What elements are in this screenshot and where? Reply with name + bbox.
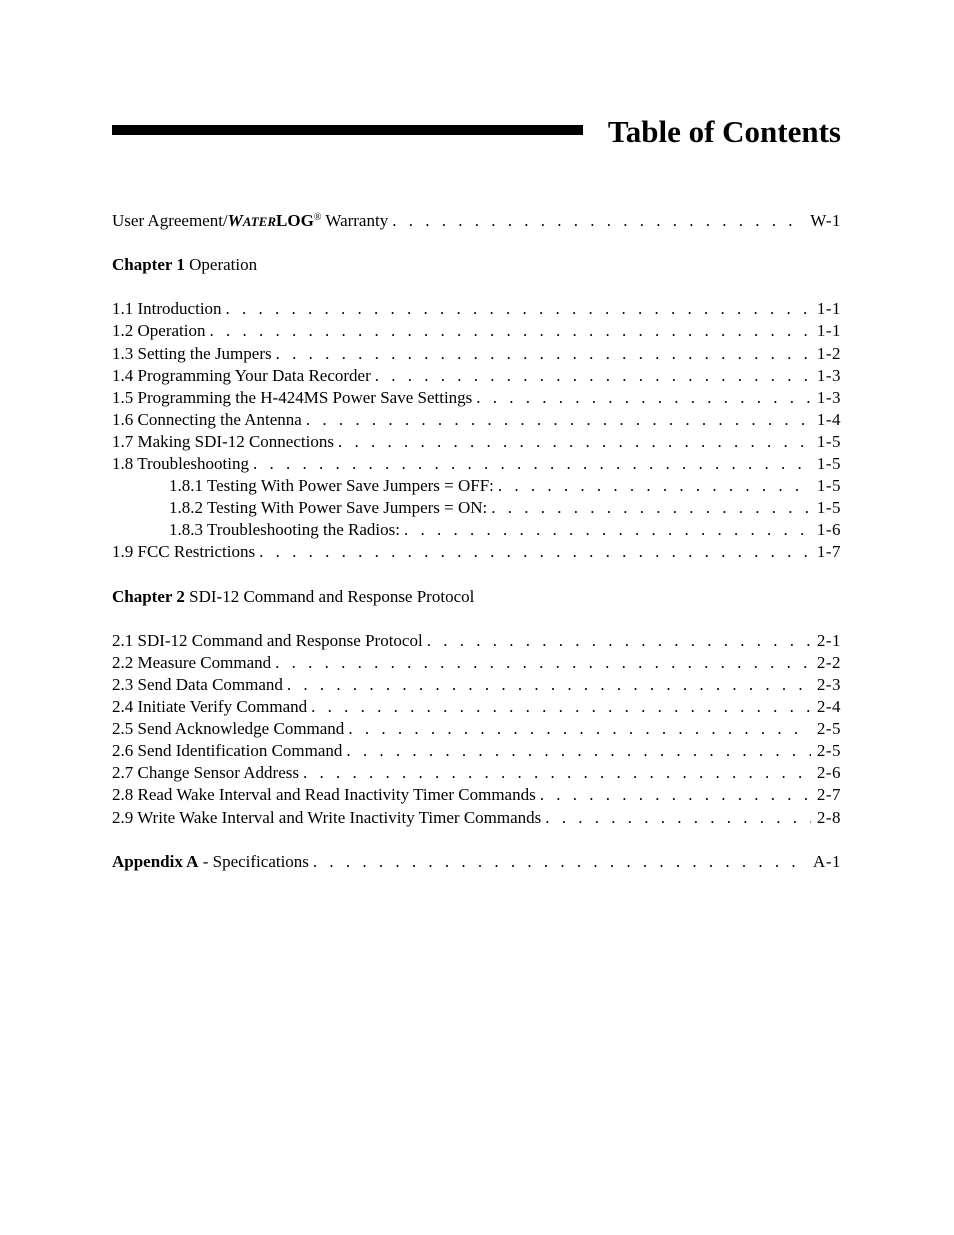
toc-entry[interactable] — [112, 409, 841, 431]
toc-entry[interactable] — [112, 718, 841, 740]
toc-entry[interactable] — [112, 320, 841, 342]
toc-page-number: 2-1 — [816, 630, 841, 650]
table-of-contents — [112, 210, 841, 873]
dot-leader — [498, 475, 811, 497]
chapter-1-entries — [112, 298, 841, 563]
toc-entry-label: 2.7 Change Sensor Address — [112, 763, 299, 783]
chapter-2-entries — [112, 630, 841, 829]
dot-leader — [346, 740, 810, 762]
toc-page-number: 2-8 — [816, 807, 841, 827]
toc-entry-label: 1.1 Introduction — [112, 299, 222, 319]
toc-entry[interactable] — [112, 696, 841, 718]
toc-entry-label: 2.2 Measure Command — [112, 652, 272, 672]
dot-leader — [276, 343, 811, 365]
toc-page-number: 2-7 — [816, 785, 841, 805]
dot-leader — [375, 365, 811, 387]
toc-entry-label: 2.6 Send Identification Command — [112, 741, 343, 761]
dot-leader — [287, 674, 811, 696]
toc-entry-label: 1.8.1 Testing With Power Save Jumpers = OFF: — [169, 476, 494, 496]
toc-page-number: 2-3 — [816, 674, 841, 694]
toc-entry-warranty[interactable] — [112, 210, 841, 232]
dot-leader — [476, 387, 811, 409]
toc-entry[interactable] — [112, 630, 841, 652]
toc-entry-label: Appendix A - Specifications — [112, 851, 309, 871]
dot-leader — [226, 298, 811, 320]
toc-entry[interactable] — [112, 762, 841, 784]
toc-entry-appendix-a[interactable] — [112, 851, 841, 873]
toc-entry-label: 2.8 Read Wake Interval and Read Inactivity Timer Commands — [112, 785, 536, 805]
toc-page-number: 1-5 — [816, 476, 841, 496]
dot-leader — [392, 210, 804, 232]
dot-leader — [303, 762, 811, 784]
page-title: Table of Contents — [607, 114, 841, 149]
toc-entry-label: 1.4 Programming Your Data Recorder — [112, 365, 371, 385]
toc-page-number: 2-4 — [816, 697, 841, 717]
chapter-2-heading: Chapter 2 SDI-12 Command and Response Protocol — [112, 586, 475, 606]
toc-page-number: 1-3 — [816, 387, 841, 407]
toc-entry-label: 2.9 Write Wake Interval and Write Inactivity Timer Commands — [112, 807, 542, 827]
toc-entry[interactable] — [112, 343, 841, 365]
dot-leader — [259, 541, 811, 563]
toc-page-number: 1-5 — [816, 454, 841, 474]
toc-entry-label: 2.3 Send Data Command — [112, 674, 283, 694]
dot-leader — [209, 320, 810, 342]
toc-entry-label: 1.5 Programming the H-424MS Power Save Settings — [112, 387, 473, 407]
toc-page-number: 1-3 — [816, 365, 841, 385]
toc-page-number: 1-1 — [816, 299, 841, 319]
toc-entry-label: 1.9 FCC Restrictions — [112, 542, 256, 562]
toc-entry[interactable] — [112, 497, 841, 519]
toc-entry[interactable] — [112, 387, 841, 409]
dot-leader — [427, 630, 811, 652]
toc-page-number: A-1 — [813, 851, 841, 871]
toc-entry-label: 2.5 Send Acknowledge Command — [112, 719, 345, 739]
toc-entry[interactable] — [112, 784, 841, 806]
toc-entry[interactable] — [112, 807, 841, 829]
dot-leader — [338, 431, 811, 453]
dot-leader — [540, 784, 811, 806]
toc-entry-label: 2.4 Initiate Verify Command — [112, 697, 308, 717]
toc-entry[interactable] — [112, 740, 841, 762]
toc-entry[interactable] — [112, 431, 841, 453]
toc-entry-label: 1.8.2 Testing With Power Save Jumpers = ON: — [169, 498, 488, 518]
toc-page-number: 1-1 — [816, 321, 841, 341]
toc-page-number: 1-5 — [816, 431, 841, 451]
title-rule — [112, 125, 583, 135]
toc-entry[interactable] — [112, 541, 841, 563]
chapter-1-heading: Chapter 1 Operation — [112, 255, 258, 275]
toc-page-number: 1-7 — [816, 542, 841, 562]
toc-entry-label: 1.8.3 Troubleshooting the Radios: — [169, 520, 400, 540]
toc-entry[interactable] — [112, 475, 841, 497]
toc-page-number: 2-6 — [816, 763, 841, 783]
dot-leader — [404, 519, 811, 541]
dot-leader — [275, 652, 811, 674]
toc-entry[interactable] — [112, 674, 841, 696]
toc-page-number: 2-5 — [816, 719, 841, 739]
toc-entry-label: 1.3 Setting the Jumpers — [112, 343, 272, 363]
dot-leader — [311, 696, 811, 718]
toc-entry[interactable] — [112, 298, 841, 320]
dot-leader — [491, 497, 811, 519]
toc-entry-label: 1.6 Connecting the Antenna — [112, 409, 302, 429]
toc-entry-label: 2.1 SDI-12 Command and Response Protocol — [112, 630, 423, 650]
toc-page-number: 2-2 — [816, 652, 841, 672]
toc-entry-label: 1.7 Making SDI-12 Connections — [112, 431, 334, 451]
dot-leader — [306, 409, 811, 431]
toc-page-number: 1-2 — [816, 343, 841, 363]
toc-entry[interactable] — [112, 652, 841, 674]
toc-page-number: 2-5 — [816, 741, 841, 761]
toc-page-number: 1-5 — [816, 498, 841, 518]
toc-entry-label: 1.2 Operation — [112, 321, 206, 341]
dot-leader — [313, 851, 807, 873]
dot-leader — [545, 807, 811, 829]
toc-page-number: 1-4 — [816, 409, 841, 429]
dot-leader — [348, 718, 811, 740]
toc-page-number: W-1 — [810, 211, 841, 230]
toc-entry-label: 1.8 Troubleshooting — [112, 454, 249, 474]
toc-entry[interactable] — [112, 453, 841, 475]
toc-entry-label: User Agreement/WATERLOG® Warranty — [112, 211, 389, 230]
toc-entry[interactable] — [112, 519, 841, 541]
toc-entry[interactable] — [112, 365, 841, 387]
dot-leader — [253, 453, 811, 475]
toc-page-number: 1-6 — [816, 520, 841, 540]
